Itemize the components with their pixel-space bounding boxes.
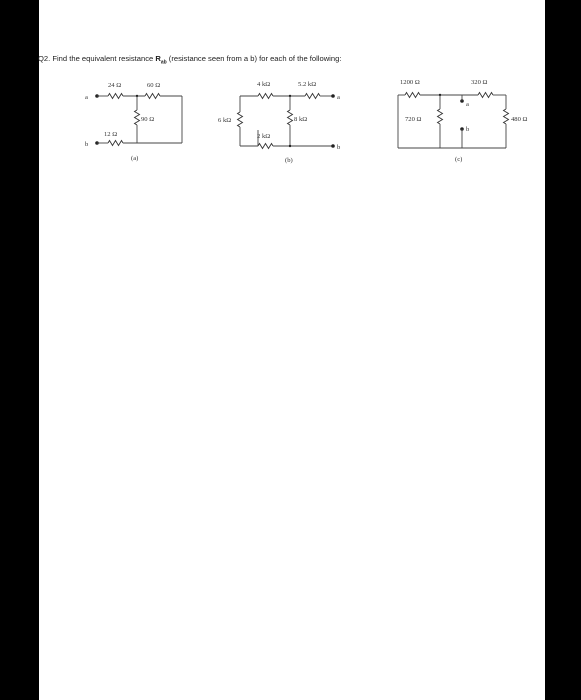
- resistor-90-ohm: [135, 110, 140, 125]
- question-text: Q2. Find the equivalent resistance $R_{ab}$ (resistance seen from a b) for each of the following:: [38, 54, 342, 66]
- circuit-a: [85, 82, 182, 162]
- label-6k: 6 kΩ: [218, 117, 232, 124]
- label-2k: 2 kΩ: [257, 133, 271, 140]
- label-1200: 1200 Ω: [400, 79, 420, 86]
- label-320: 320 Ω: [471, 79, 488, 86]
- node-b-label: b: [337, 144, 341, 151]
- caption-c: (c): [455, 156, 463, 163]
- caption-b: (b): [285, 157, 293, 164]
- resistor-1200: [405, 93, 420, 98]
- resistor-8k: [288, 110, 293, 125]
- resistor-60-ohm: [145, 94, 160, 99]
- resistor-12-ohm: [108, 141, 123, 146]
- resistor-2k: [258, 144, 273, 149]
- resistor-320: [478, 93, 493, 98]
- circuit-b: [218, 81, 341, 164]
- resistor-5-2k: [305, 94, 320, 99]
- resistor-24-ohm: [108, 94, 123, 99]
- terminal-a-dot: [331, 94, 335, 98]
- node-a-label: a: [337, 94, 340, 101]
- node-a-label: a: [466, 101, 469, 108]
- terminal-b-dot: [331, 144, 335, 148]
- label-90-ohm: 90 Ω: [141, 116, 155, 123]
- resistor-4k: [258, 94, 273, 99]
- label-480: 480 Ω: [511, 116, 528, 123]
- resistor-6k: [238, 112, 243, 127]
- label-4k: 4 kΩ: [257, 81, 271, 88]
- label-5-2k: 5.2 kΩ: [298, 81, 317, 88]
- resistor-480: [504, 109, 509, 124]
- node-b-label: b: [85, 141, 89, 148]
- circuit-c: [398, 79, 528, 163]
- label-8k: 8 kΩ: [294, 116, 308, 123]
- resistor-720: [438, 109, 443, 124]
- label-12-ohm: 12 Ω: [104, 131, 118, 138]
- caption-a: (a): [131, 155, 139, 162]
- label-720: 720 Ω: [405, 116, 422, 123]
- node-a-label: a: [85, 94, 88, 101]
- label-60-ohm: 60 Ω: [147, 82, 161, 89]
- node-b-label: b: [466, 126, 470, 133]
- label-24-ohm: 24 Ω: [108, 82, 122, 89]
